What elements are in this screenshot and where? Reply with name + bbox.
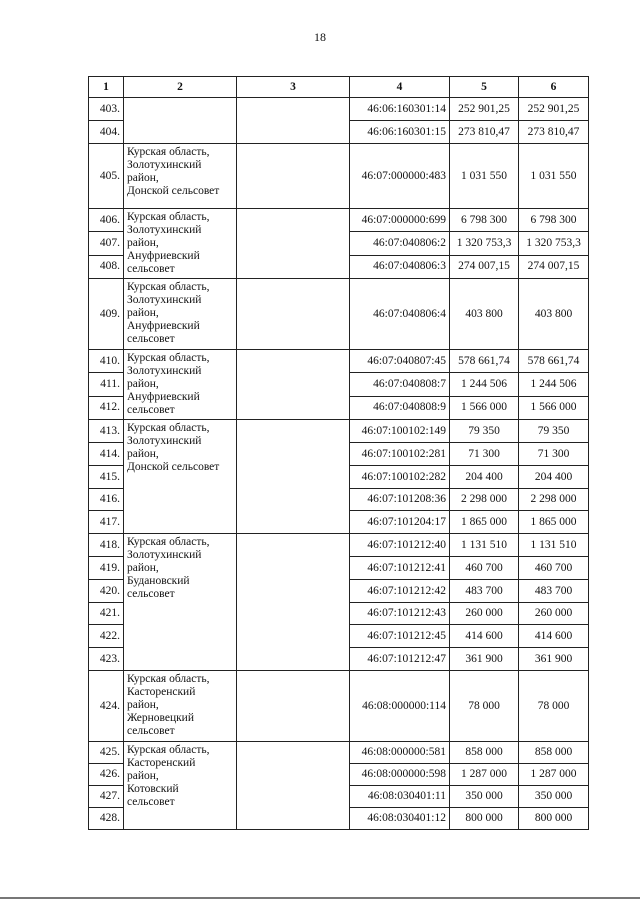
location-cell [124, 671, 237, 742]
value-col5: 71 300 [450, 443, 519, 466]
value-col5: 350 000 [450, 786, 519, 808]
cadastral-number: 46:07:040808:9 [350, 396, 450, 419]
header-row [89, 77, 589, 98]
row-number: 414. [89, 443, 124, 466]
value-col5: 1 865 000 [450, 511, 519, 534]
cadastral-number: 46:07:101208:36 [350, 489, 450, 511]
cadastral-number: 46:06:160301:15 [350, 121, 450, 144]
cadastral-number: 46:07:100102:282 [350, 466, 450, 489]
value-col5: 273 810,47 [450, 121, 519, 144]
value-col6: 79 350 [519, 420, 589, 443]
cadastral-number: 46:07:040806:3 [350, 255, 450, 278]
cadastral-number: 46:07:101212:45 [350, 625, 450, 648]
location-line: сельсовет [127, 404, 175, 416]
value-col5: 578 661,74 [450, 350, 519, 373]
value-col6: 71 300 [519, 443, 589, 466]
value-col6: 361 900 [519, 648, 589, 671]
value-col5: 361 900 [450, 648, 519, 671]
cadastral-number: 46:07:101212:40 [350, 534, 450, 557]
location-line: Курская область, [127, 536, 210, 548]
value-col5: 414 600 [450, 625, 519, 648]
table-row [89, 209, 589, 232]
row-number: 408. [89, 255, 124, 278]
location-line: Ануфриевский [127, 320, 200, 332]
location-line: район, [127, 172, 159, 184]
cadastral-number: 46:07:101204:17 [350, 511, 450, 534]
table-row [89, 98, 589, 121]
col-header-1: 1 [89, 77, 124, 98]
value-col6: 1 320 753,3 [519, 232, 589, 255]
location-line: сельсовет [127, 796, 175, 808]
value-col5: 252 901,25 [450, 98, 519, 121]
location-line: район, [127, 699, 159, 711]
value-col5: 460 700 [450, 557, 519, 580]
value-col5: 1 244 506 [450, 373, 519, 396]
cadastral-number: 46:07:100102:281 [350, 443, 450, 466]
value-col6: 274 007,15 [519, 255, 589, 278]
location-line: Курская область, [127, 422, 210, 434]
col-header-4: 4 [350, 77, 450, 98]
row-number: 428. [89, 808, 124, 830]
row-number: 405. [89, 144, 124, 209]
cadastral-number: 46:06:160301:14 [350, 98, 450, 121]
cadastral-number: 46:07:101212:43 [350, 603, 450, 625]
table-row [89, 742, 589, 764]
location-cell [124, 420, 237, 534]
row-number: 416. [89, 489, 124, 511]
column3-cell [237, 742, 350, 830]
column3-cell [237, 144, 350, 209]
value-col5: 6 798 300 [450, 209, 519, 232]
table-row [89, 420, 589, 443]
column3-cell [237, 671, 350, 742]
value-col5: 1 287 000 [450, 764, 519, 786]
location-line: Ануфриевский [127, 391, 200, 403]
location-line: район, [127, 378, 159, 390]
row-number: 422. [89, 625, 124, 648]
value-col6: 460 700 [519, 557, 589, 580]
value-col6: 1 031 550 [519, 144, 589, 209]
location-cell [124, 350, 237, 420]
cadastral-number: 46:07:000000:699 [350, 209, 450, 232]
location-line: Золотухинский [127, 294, 202, 306]
row-number: 407. [89, 232, 124, 255]
row-number: 426. [89, 764, 124, 786]
scan-edge-line [0, 897, 640, 899]
col-header-6: 6 [519, 77, 589, 98]
location-line: Касторенский [127, 686, 196, 698]
column3-cell [237, 420, 350, 534]
cadastral-number: 46:07:040806:4 [350, 279, 450, 350]
location-cell [124, 742, 237, 830]
column3-cell [237, 350, 350, 420]
cadastral-number: 46:08:000000:598 [350, 764, 450, 786]
location-line: Золотухинский [127, 435, 202, 447]
location-line: Золотухинский [127, 549, 202, 561]
value-col5: 204 400 [450, 466, 519, 489]
value-col5: 2 298 000 [450, 489, 519, 511]
location-line: сельсовет [127, 263, 175, 275]
location-line: сельсовет [127, 588, 175, 600]
cadastral-number: 46:08:030401:12 [350, 808, 450, 830]
row-number: 418. [89, 534, 124, 557]
location-line: Курская область, [127, 211, 210, 223]
value-col6: 78 000 [519, 671, 589, 742]
cadastral-number: 46:08:030401:11 [350, 786, 450, 808]
column3-cell [237, 534, 350, 671]
value-col5: 1 031 550 [450, 144, 519, 209]
cadastral-number: 46:07:101212:42 [350, 580, 450, 603]
location-line: сельсовет [127, 333, 175, 345]
location-cell [124, 209, 237, 279]
location-cell [124, 534, 237, 671]
location-line: Донской сельсовет [127, 185, 220, 197]
location-line: Ануфриевский [127, 250, 200, 262]
value-col5: 78 000 [450, 671, 519, 742]
row-number: 411. [89, 373, 124, 396]
cadastral-number: 46:07:101212:47 [350, 648, 450, 671]
row-number: 403. [89, 98, 124, 121]
page-number: 18 [314, 30, 326, 44]
value-col5: 274 007,15 [450, 255, 519, 278]
location-line: Курская область, [127, 352, 210, 364]
value-col6: 1 865 000 [519, 511, 589, 534]
row-number: 404. [89, 121, 124, 144]
location-cell [124, 279, 237, 350]
col-header-5: 5 [450, 77, 519, 98]
location-line: Золотухинский [127, 224, 202, 236]
cadastral-number: 46:08:000000:581 [350, 742, 450, 764]
location-line: сельсовет [127, 725, 175, 737]
cadastral-number: 46:08:000000:114 [350, 671, 450, 742]
row-number: 419. [89, 557, 124, 580]
row-number: 415. [89, 466, 124, 489]
cadastral-number: 46:07:000000:483 [350, 144, 450, 209]
table-row [89, 144, 589, 209]
value-col6: 800 000 [519, 808, 589, 830]
value-col6: 350 000 [519, 786, 589, 808]
row-number: 423. [89, 648, 124, 671]
cadastral-number: 46:07:040807:45 [350, 350, 450, 373]
location-line: Жерновецкий [127, 712, 194, 724]
col-header-3: 3 [237, 77, 350, 98]
table-row [89, 671, 589, 742]
value-col5: 403 800 [450, 279, 519, 350]
location-line: Золотухинский [127, 365, 202, 377]
location-line: Котовский [127, 783, 179, 795]
value-col6: 6 798 300 [519, 209, 589, 232]
value-col6: 1 566 000 [519, 396, 589, 419]
value-col5: 1 566 000 [450, 396, 519, 419]
table-row [89, 350, 589, 373]
value-col6: 1 287 000 [519, 764, 589, 786]
location-line: Будановский [127, 575, 190, 587]
location-cell-empty [124, 98, 237, 144]
row-number: 420. [89, 580, 124, 603]
value-col5: 800 000 [450, 808, 519, 830]
location-cell [124, 144, 237, 209]
value-col6: 260 000 [519, 603, 589, 625]
location-line: Донской сельсовет [127, 461, 220, 473]
value-col5: 1 131 510 [450, 534, 519, 557]
location-line: Курская область, [127, 146, 210, 158]
value-col5: 483 700 [450, 580, 519, 603]
value-col6: 252 901,25 [519, 98, 589, 121]
cadastral-number: 46:07:101212:41 [350, 557, 450, 580]
table-row [89, 279, 589, 350]
cadastral-number: 46:07:040808:7 [350, 373, 450, 396]
value-col5: 858 000 [450, 742, 519, 764]
value-col6: 578 661,74 [519, 350, 589, 373]
value-col6: 414 600 [519, 625, 589, 648]
row-number: 413. [89, 420, 124, 443]
value-col6: 204 400 [519, 466, 589, 489]
value-col6: 1 244 506 [519, 373, 589, 396]
column3-cell [237, 98, 350, 144]
value-col6: 858 000 [519, 742, 589, 764]
location-line: Касторенский [127, 757, 196, 769]
value-col6: 273 810,47 [519, 121, 589, 144]
row-number: 421. [89, 603, 124, 625]
location-line: Золотухинский [127, 159, 202, 171]
row-number: 406. [89, 209, 124, 232]
location-line: район, [127, 307, 159, 319]
column3-cell [237, 209, 350, 279]
location-line: район, [127, 562, 159, 574]
value-col6: 403 800 [519, 279, 589, 350]
row-number: 427. [89, 786, 124, 808]
row-number: 417. [89, 511, 124, 534]
table-row [89, 534, 589, 557]
row-number: 412. [89, 396, 124, 419]
value-col5: 1 320 753,3 [450, 232, 519, 255]
location-line: район, [127, 237, 159, 249]
cadastral-number: 46:07:100102:149 [350, 420, 450, 443]
location-line: Курская область, [127, 744, 210, 756]
location-line: Курская область, [127, 281, 210, 293]
col-header-2: 2 [124, 77, 237, 98]
value-col5: 79 350 [450, 420, 519, 443]
value-col6: 2 298 000 [519, 489, 589, 511]
location-line: Курская область, [127, 673, 210, 685]
value-col6: 1 131 510 [519, 534, 589, 557]
land-plot-table [88, 76, 589, 830]
row-number: 424. [89, 671, 124, 742]
row-number: 409. [89, 279, 124, 350]
column3-cell [237, 279, 350, 350]
row-number: 425. [89, 742, 124, 764]
cadastral-number: 46:07:040806:2 [350, 232, 450, 255]
location-line: район, [127, 448, 159, 460]
row-number: 410. [89, 350, 124, 373]
value-col5: 260 000 [450, 603, 519, 625]
location-line: район, [127, 770, 159, 782]
value-col6: 483 700 [519, 580, 589, 603]
